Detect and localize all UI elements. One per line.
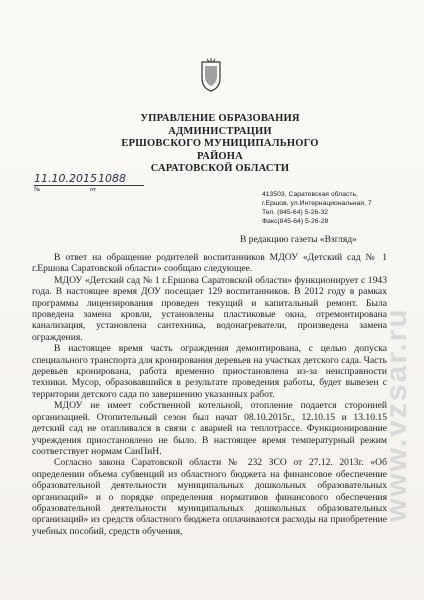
org-line: САРАТОВСКОЙ ОБЛАСТИ <box>150 163 290 174</box>
paragraph: МДОУ не имеет собственной котельной, отопление подается сторонней организацией. Отопительный сезон был начат 08.10.2015г., 12.10.15 и 13.10.15 детский сад не отапливался в связи с аварией на теплотрассе. Функционирование учреждения приостановлено не было. В настоящее время температурный режим соответствует нормам СанПиН. <box>32 400 387 457</box>
from-label: от <box>90 186 97 193</box>
address-line: г.Ершов, ул.Интернациональная, 7 <box>262 200 372 207</box>
organization-header <box>120 113 320 176</box>
paragraph: В ответ на обращение родителей воспитанников МДОУ «Детский сад № 1 г.Ершова Саратовской области» сообщаю следующее. <box>32 252 387 275</box>
handwritten-date: 11.10.2015 <box>34 172 97 185</box>
recipient: В редакцию газеты «Взгляд» <box>240 235 357 245</box>
letter-body <box>32 252 387 537</box>
paragraph: В настоящее время часть ограждения демонтирована, с целью допуска специального транспорта для кронирования деревьев на участках детского сада. Часть деревьев кронирована, работа временно приостановлена из-за неисправности техники. Мусор, образовавшийся в результате проведения работы, будет вывезен с территории детского сада по завершению указанных работ. <box>32 343 387 400</box>
org-line: УПРАВЛЕНИЕ ОБРАЗОВАНИЯ <box>140 113 300 124</box>
coat-of-arms-icon <box>200 58 222 92</box>
org-line: АДМИНИСТРАЦИИ <box>168 125 272 137</box>
paragraph: МДОУ «Детский сад № 1 г.Ершова Саратовской области» функционирует с 1943 года. В настоящее время ДОУ посещает 129 воспитанников. В 2012 году в рамках программы лицензирования проведен текущий и капитальный ремонт. Была проведена замена кровли, установлены пластиковые окна, отремонтирована канализация, установлена сантехника, водонагреватели, произведена замена ограждения. <box>32 274 387 343</box>
number-label: № <box>34 186 41 193</box>
watermark: www.vzsar.ru <box>380 307 413 523</box>
handwritten-number: 1088 <box>98 172 126 185</box>
paragraph: Согласно закона Саратовской области № 232 ЗСО от 27.12. 2013г. «Об определении объема субвенций из областного бюджета на финансовое обеспечение образовательной деятельности муниципальных дошкольных образовательных организаций» и о порядке определения нормативов финансового обеспечения образовательной деятельности муниципальных дошкольных образовательных организаций» из средств областного бюджета оплачиваются расходы на приобретение учебных пособий, средств обучения, <box>32 457 387 537</box>
fax-line: Факс(845-64) 5-26-28 <box>262 218 329 225</box>
address-line: 413503, Саратовская область, <box>262 191 358 198</box>
org-line: ЕРШОВСКОГО МУНИЦИПАЛЬНОГО РАЙОНА <box>121 138 319 162</box>
address-block <box>262 190 372 226</box>
reference-line <box>34 185 144 186</box>
phone-line: Тел. (845-64) 5-26-32 <box>262 209 329 216</box>
